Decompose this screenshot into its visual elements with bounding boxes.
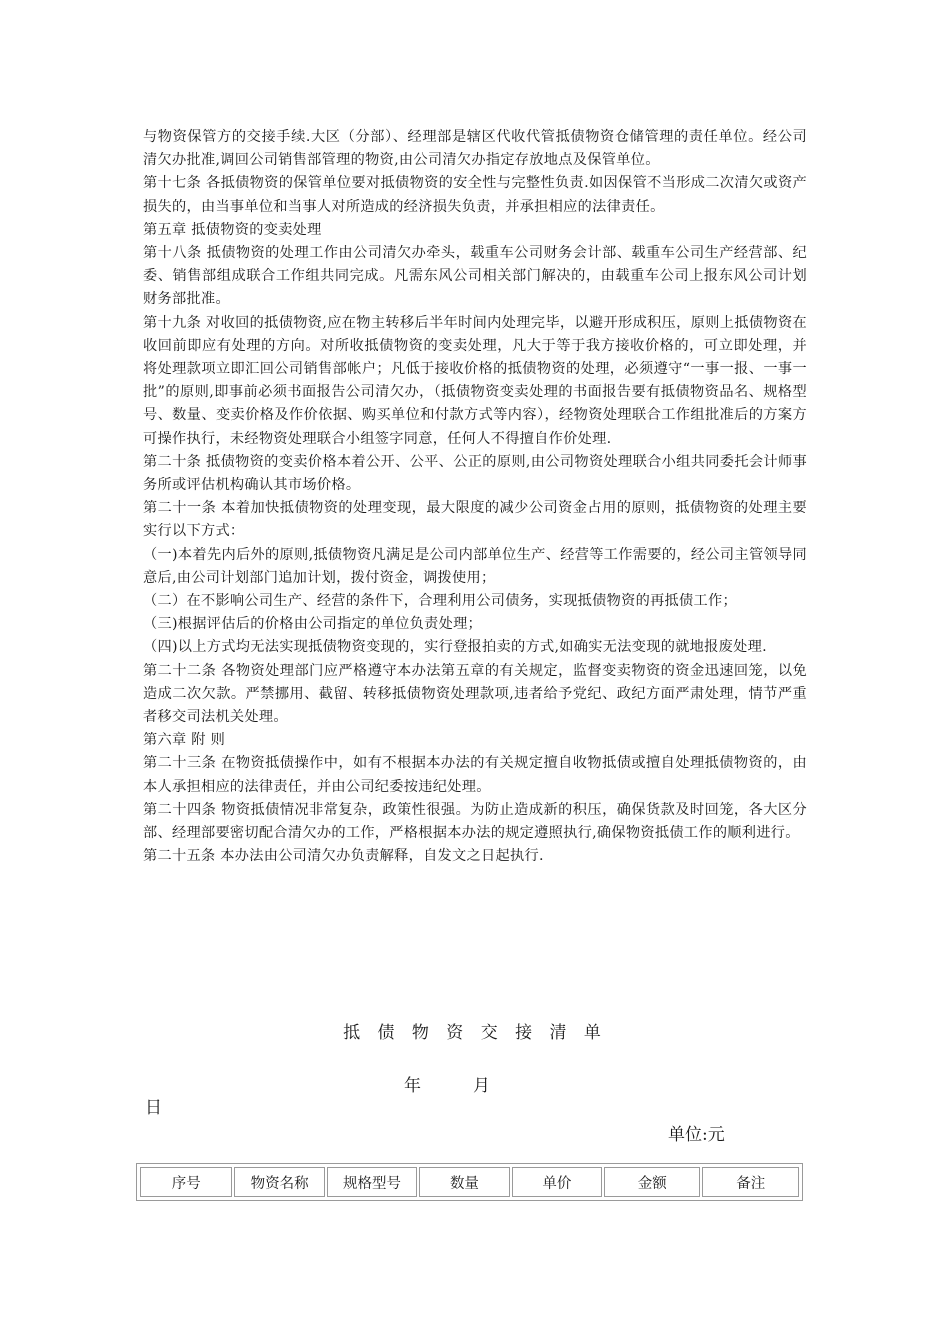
column-header: 金额 <box>604 1167 700 1197</box>
paragraph: 第二十四条 物资抵债情况非常复杂，政策性很强。为防止造成新的积压，确保货款及时回笼，各大区分部、经理部要密切配合清欠办的工作，严格根据本办法的规定遵照执行,确保物资抵债工作的顺利进行。 <box>143 801 807 842</box>
paragraph: 第十九条 对收回的抵债物资,应在物主转移后半年时间内处理完毕，以避开形成积压，原则上抵债物资在收回前即应有处理的方向。对所收抵债物资的变卖处理，凡大于等于我方接收价格的，可立即处理，并将处理款项立即汇回公司销售部帐户；凡低于接收价格的抵债物资的处理，必须遵守“一事一报、一事一批”的原则,即事前必须书面报告公司清欠办，（抵债物资变卖处理的书面报告要有抵债物资品名、规格型号、数量、变卖价格及作价依据、购买单位和付款方式等内容），经物资处理联合工作组批准后的方案方可操作执行，未经物资处理联合小组签字同意，任何人不得擅自作价处理. <box>143 314 807 447</box>
handover-table <box>136 1163 803 1201</box>
column-header: 备注 <box>702 1167 799 1197</box>
paragraph: 与物资保管方的交接手续.大区（分部）、经理部是辖区代收代管抵债物资仓储管理的责任单位。经公司清欠办批准,调回公司销售部管理的物资,由公司清欠办指定存放地点及保管单位。 <box>143 129 807 169</box>
paragraph: 第二十五条 本办法由公司清欠办负责解释，自发文之日起执行. <box>143 848 544 865</box>
column-header: 规格型号 <box>327 1167 417 1197</box>
paragraph: 第十七条 各抵债物资的保管单位要对抵债物资的安全性与完整性负责.如因保管不当形成二次清欠或资产损失的，由当事单位和当事人对所造成的经济损失负责，并承担相应的法律责任。 <box>143 175 807 215</box>
unit-label: 单位:元 <box>668 1125 725 1145</box>
list-item: （四)以上方式均无法实现抵债物资变现的，实行登报拍卖的方式,如确实无法变现的就地报废处理. <box>143 639 767 656</box>
paragraph: 第二十二条 各物资处理部门应严格遵守本办法第五章的有关规定，监督变卖物资的资金迅速回笼，以免造成二次欠款。严禁挪用、截留、转移抵债物资处理款项,违者给予党纪、政纪方面严肃处理，情节严重者移交司法机关处理。 <box>143 662 807 726</box>
column-header: 数量 <box>419 1167 509 1197</box>
table-header-row <box>140 1167 799 1197</box>
column-header: 单价 <box>512 1167 602 1197</box>
date-line <box>404 1071 490 1096</box>
list-item: （三)根据评估后的价格由公司指定的单位负责处理； <box>143 616 483 633</box>
chapter-heading: 第六章 附 则 <box>143 732 226 749</box>
year-label: 年 <box>404 1076 421 1096</box>
paragraph: 第二十条 抵债物资的变卖价格本着公开、公平、公正的原则,由公司物资处理联合小组共同委托会计师事务所或评估机构确认其市场价格。 <box>143 453 807 494</box>
paragraph: 第二十一条 本着加快抵债物资的处理变现，最大限度的减少公司资金占用的原则，抵债物资的处理主要实行以下方式： <box>143 500 807 540</box>
list-item: （二）在不影响公司生产、经营的条件下，合理利用公司债务，实现抵债物资的再抵债工作； <box>143 593 737 610</box>
chapter-heading: 第五章 抵债物资的变卖处理 <box>143 221 322 238</box>
form-title: 抵 债 物 资 交 接 清 单 <box>343 1023 607 1043</box>
column-header: 序号 <box>140 1167 232 1197</box>
paragraph: 第二十三条 在物资抵债操作中，如有不根据本办法的有关规定擅自收物抵债或擅自处理抵债物资的，由本人承担相应的法律责任，并由公司纪委按违纪处理。 <box>143 755 807 795</box>
month-label: 月 <box>473 1076 490 1096</box>
list-item: （一)本着先内后外的原则,抵债物资凡满足是公司内部单位生产、经营等工作需要的，经公司主管领导同意后,由公司计划部门追加计划，拨付资金，调拨使用； <box>143 546 807 586</box>
document-body <box>143 126 807 869</box>
day-label: 日 <box>145 1098 162 1118</box>
paragraph: 第十八条 抵债物资的处理工作由公司清欠办牵头，载重车公司财务会计部、载重车公司生产经营部、纪委、销售部组成联合工作组共同完成。凡需东风公司相关部门解决的，由载重车公司上报东风公司计划财务部批准。 <box>143 245 807 308</box>
column-header: 物资名称 <box>234 1167 324 1197</box>
